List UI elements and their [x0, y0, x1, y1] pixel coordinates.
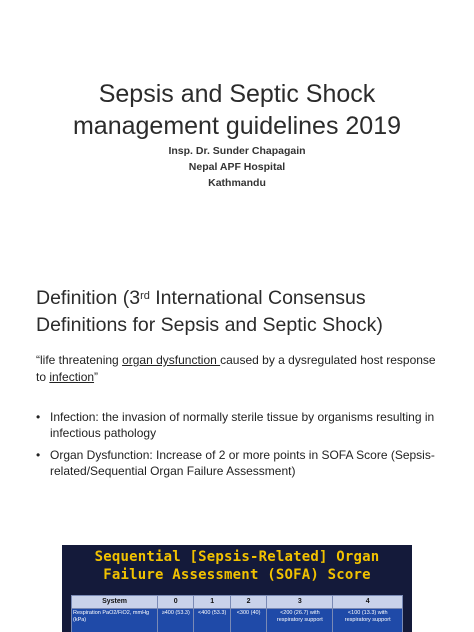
sofa-title-line-2: Failure Assessment (SOFA) Score	[103, 567, 371, 583]
cell-respiration-1: <400 (53.3)	[194, 609, 230, 632]
cell-respiration-4: <100 (13.3) with respiratory support	[333, 609, 403, 632]
header-score-4: 4	[333, 596, 403, 609]
sepsis-definition-quote	[36, 352, 446, 386]
bullet-organ-dysfunction	[36, 447, 446, 479]
title-slide	[0, 0, 474, 262]
cell-respiration-2: <300 (40)	[230, 609, 266, 632]
cell-respiration-system: Respiration PaO2/FiO2, mmHg (kPa)	[72, 609, 158, 632]
title-line-1: Sepsis and Septic Shock	[98, 80, 376, 108]
sofa-table	[71, 595, 403, 632]
bullet-organ-dysfunction-text: Organ Dysfunction: Increase of 2 or more points in SOFA Score (Sepsis-related/Sequential Organ Failure Assessment)	[50, 448, 435, 478]
definition-title-part2: International Consensus	[149, 287, 366, 309]
table-row	[72, 609, 403, 632]
author-city: Kathmandu	[208, 177, 266, 189]
sofa-slide	[0, 540, 474, 632]
bullet-dot-icon: •	[36, 410, 41, 424]
definition-bullet-list	[36, 409, 446, 485]
definition-title-line-2: Definitions for Sepsis and Septic Shock)	[36, 314, 383, 336]
quote-middle: caused by a dysregulated host response to	[36, 353, 436, 384]
definition-title-part1: Definition (3	[36, 287, 141, 309]
organ-dysfunction-link[interactable]: organ dysfunction	[122, 353, 221, 367]
author-hospital: Nepal APF Hospital	[188, 161, 286, 173]
header-system: System	[72, 596, 158, 609]
header-score-2: 2	[230, 596, 266, 609]
infection-link[interactable]: infection	[49, 370, 95, 384]
sofa-title-line-1: Sequential [Sepsis-Related] Organ	[94, 549, 380, 565]
bullet-dot-icon: •	[36, 448, 41, 462]
bullet-infection-text: Infection: the invasion of normally sterile tissue by organisms resulting in infectious pathology	[50, 410, 435, 440]
cell-respiration-0: ≥400 (53.3)	[158, 609, 194, 632]
bullet-infection	[36, 409, 446, 441]
presentation-title	[0, 78, 474, 142]
author-block	[0, 143, 474, 191]
sofa-title	[62, 548, 412, 584]
header-score-1: 1	[194, 596, 230, 609]
cell-respiration-3: <200 (26.7) with respiratory support	[267, 609, 333, 632]
sofa-table-image	[62, 545, 412, 632]
quote-close: ”	[94, 370, 99, 384]
header-score-3: 3	[267, 596, 333, 609]
sofa-header-row	[72, 596, 403, 609]
author-name: Insp. Dr. Sunder Chapagain	[168, 145, 306, 157]
definition-title-superscript: rd	[140, 290, 150, 302]
header-score-0: 0	[158, 596, 194, 609]
definition-title	[36, 285, 436, 339]
title-line-2: management guidelines 2019	[72, 112, 401, 140]
quote-open: “life threatening	[36, 353, 123, 367]
definition-slide	[0, 262, 474, 540]
